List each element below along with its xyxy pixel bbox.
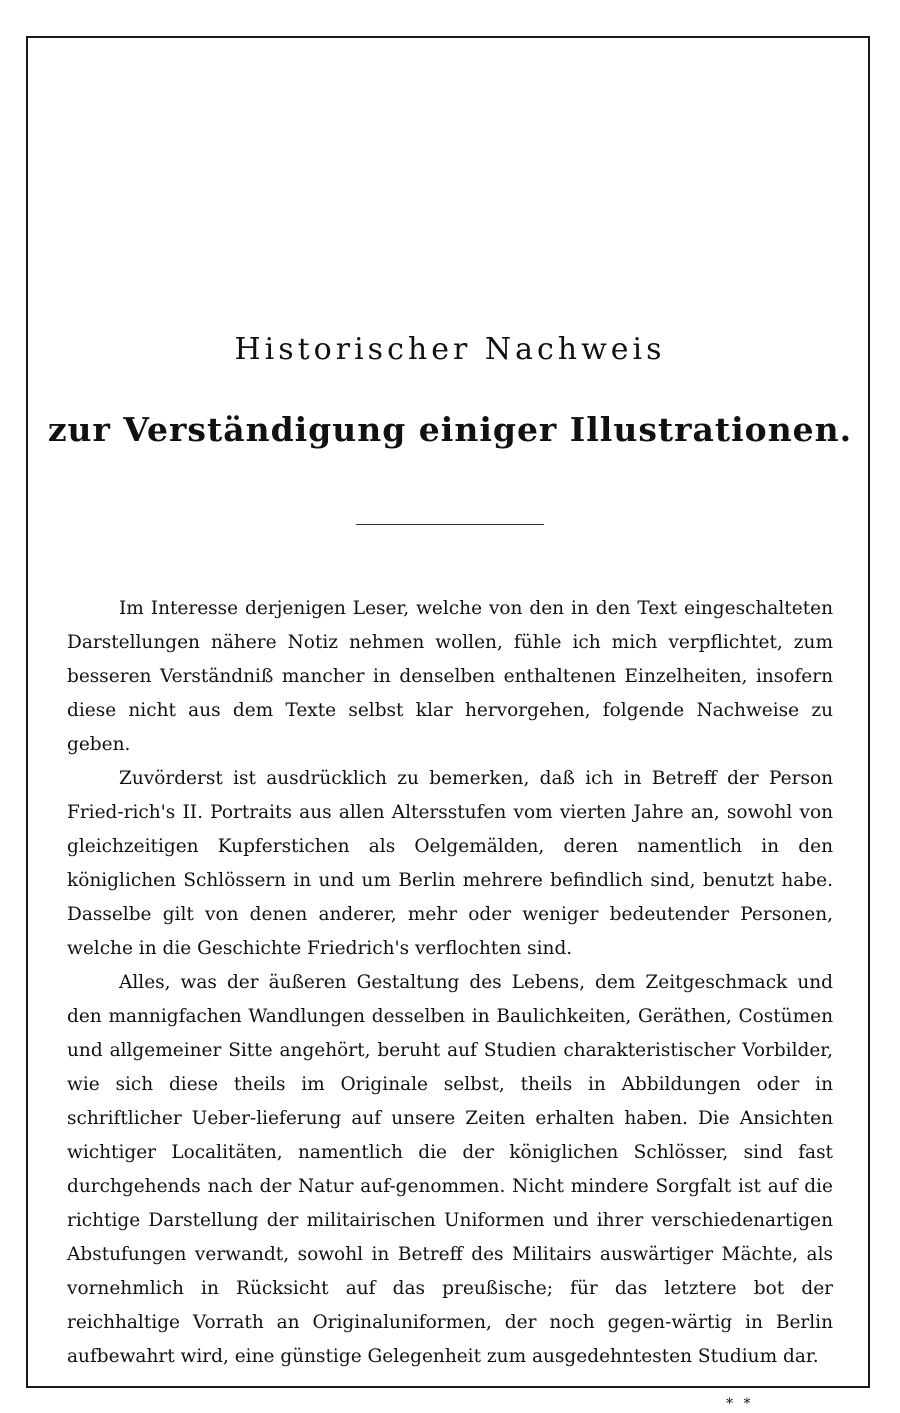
body-text [67, 592, 833, 1374]
paragraph-3: Alles, was der äußeren Gestaltung des Lebens, dem Zeitgeschmack und den mannigfachen Wandlungen desselben in Baulichkeiten, Geräthen, Costümen und allgemeiner Sitte angehört, beruht auf Studien charakteristischer Vorbilder, wie sich diese theils im Originale selbst, theils in Abbildungen oder in schriftlicher Ueber-lieferung auf unsere Zeiten erhalten haben. Die Ansichten wichtiger Localitäten, namentlich die der königlichen Schlösser, sind fast durchgehends nach der Natur auf-genommen. Nicht mindere Sorgfalt ist auf die richtige Darstellung der militairischen Uniformen und ihrer verschiedenartigen Abstufungen verwandt, sowohl in Betreff des Militairs auswärtiger Mächte, als vornehmlich in Rücksicht auf das preußische; für das letztere bot der reichhaltige Vorrath an Originaluniformen, der noch gegen-wärtig in Berlin aufbewahrt wird, eine günstige Gelegenheit zum ausgedehntesten Studium dar. [67, 972, 833, 1367]
separator-rule [356, 524, 544, 525]
title-line-2: zur Verständigung einiger Illustrationen. [47, 410, 853, 449]
paragraph-1: Im Interesse derjenigen Leser, welche von den in den Text eingeschalteten Darstellungen nähere Notiz nehmen wollen, fühle ich mich verpflichtet, zum besseren Verständniß mancher in denselben enthaltenen Einzelheiten, insofern diese nicht aus dem Texte selbst klar hervorgehen, folgende Nachweise zu geben. [67, 598, 833, 755]
title-line-1: Historischer Nachweis [234, 332, 666, 367]
paragraph-2: Zuvörderst ist ausdrücklich zu bemerken, daß ich in Betreff der Person Fried-rich's II. Portraits aus allen Altersstufen vom vierten Jahre an, sowohl von gleichzeitigen Kupferstichen als Oelgemälden, deren namentlich in den königlichen Schlössern in und um Berlin mehrere befindlich sind, benutzt habe. Dasselbe gilt von denen anderer, mehr oder weniger bedeutender Personen, welche in die Geschichte Friedrich's verflochten sind. [67, 768, 833, 959]
signature-mark: * * [726, 1396, 754, 1412]
